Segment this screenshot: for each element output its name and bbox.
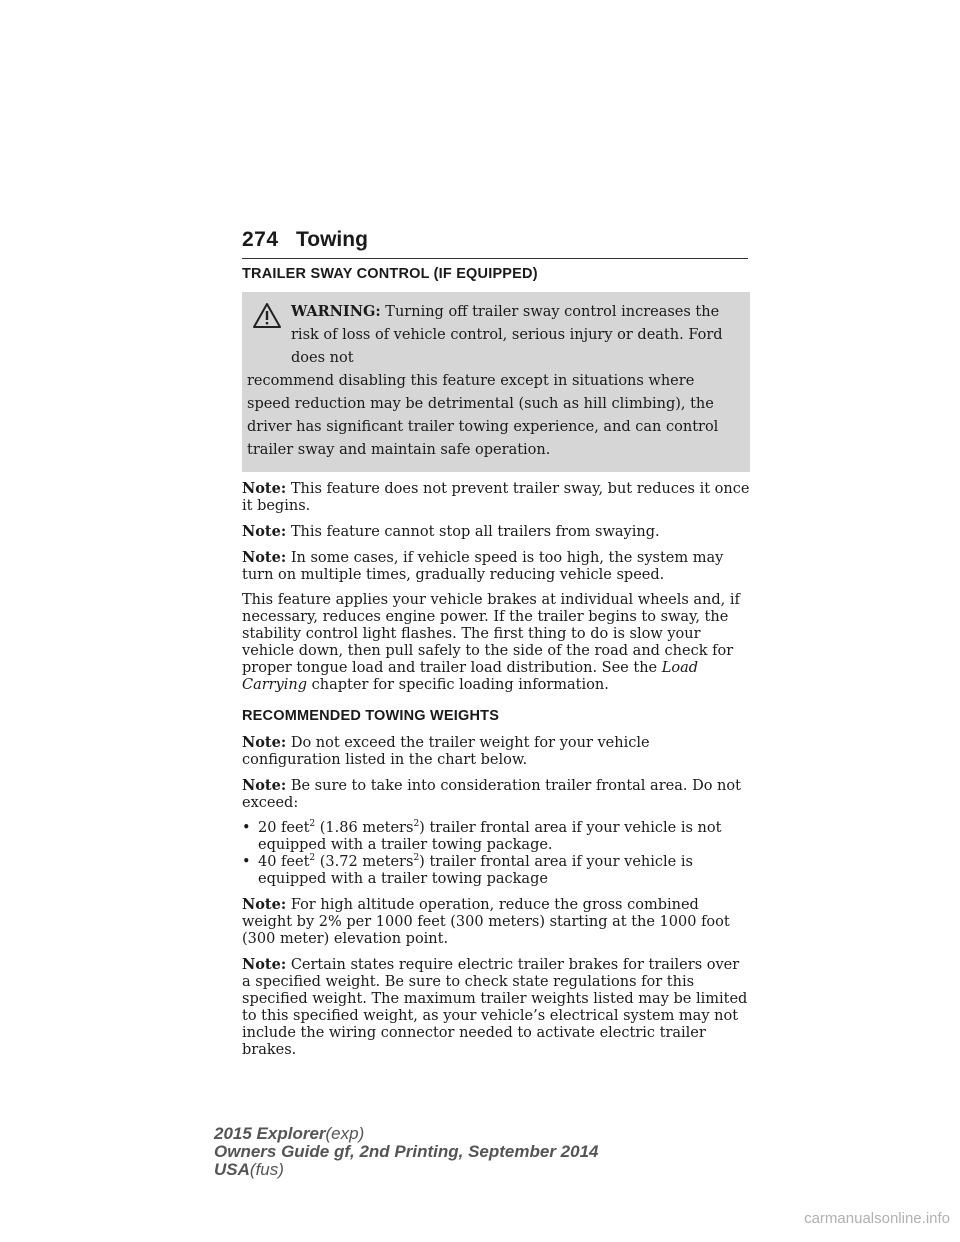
- body-paragraph: [242, 592, 750, 694]
- note-text: In some cases, if vehicle speed is too high, the system may turn on multiple times, gradually reducing vehicle speed.: [242, 550, 724, 583]
- note-text: Certain states require electric trailer brakes for trailers over a specified weight. Be sure to check state regulations for this specified weight. The maximum trailer weights listed may be limited to this specified weight, as your vehicle’s electrical system may not include the wiring connector needed to activate electric trailer brakes.: [242, 957, 748, 1058]
- list-item-text: (1.86 meters: [315, 820, 414, 836]
- bullet: •: [242, 854, 251, 870]
- warning-text-start: Turning off trailer sway control increases the risk of loss of vehicle control, serious injury or death. Ford does not: [291, 304, 723, 366]
- page-content: [242, 266, 750, 1067]
- body-text-end: chapter for specific loading information.: [311, 677, 609, 693]
- list-item: [242, 854, 750, 888]
- section-heading-towing-weights: RECOMMENDED TOWING WEIGHTS: [242, 708, 500, 724]
- note-label: Note:: [242, 956, 287, 973]
- list-item-text: 40 feet: [258, 854, 310, 870]
- note-paragraph: [242, 956, 750, 1059]
- note-label: Note:: [242, 734, 287, 751]
- note-label: Note:: [242, 896, 287, 913]
- bullet: •: [242, 820, 251, 836]
- note-label: Note:: [242, 480, 287, 497]
- page-number: 274: [242, 228, 279, 251]
- body-text: This feature applies your vehicle brakes at individual wheels and, if necessary, reduces engine power. If the trailer begins to sway, the stability control light flashes. The first thing to do is slow your vehicle down, then pull safely to the side of the road and check for proper tongue load and trailer load distribution. See the: [242, 592, 740, 676]
- superscript: 2: [413, 853, 420, 864]
- warning-label: WARNING:: [291, 303, 381, 320]
- footer-line-2: Owners Guide gf, 2nd Printing, September 2014: [214, 1142, 599, 1161]
- note-text: For high altitude operation, reduce the gross combined weight by 2% per 1000 feet (300 meters) starting at the 1000 foot (300 meter) elevation point.: [242, 897, 730, 947]
- list-item-text: ) trailer frontal area if your vehicle is equipped with a trailer towing package: [258, 854, 693, 887]
- section-heading-trailer-sway: TRAILER SWAY CONTROL (IF EQUIPPED): [242, 266, 538, 282]
- note-label: Note:: [242, 523, 287, 540]
- document-footer: [214, 1125, 598, 1179]
- superscript: 2: [309, 819, 316, 830]
- list-item-text: (3.72 meters: [315, 854, 414, 870]
- note-text: Be sure to take into consideration trailer frontal area. Do not exceed:: [242, 778, 741, 811]
- note-text: This feature cannot stop all trailers from swaying.: [290, 524, 660, 540]
- list-item-text: ) trailer frontal area if your vehicle is not equipped with a trailer towing package.: [258, 820, 722, 853]
- warning-box: [242, 292, 750, 472]
- footer-market-code: (fus): [249, 1160, 284, 1179]
- load-carrying-reference: Load Carrying: [242, 660, 699, 693]
- note-paragraph: [242, 523, 750, 541]
- list-item-text: 20 feet: [258, 820, 310, 836]
- note-paragraph: [242, 777, 750, 812]
- note-text: This feature does not prevent trailer sway, but reduces it once it begins.: [242, 481, 750, 514]
- header-rule: [242, 258, 748, 259]
- footer-line-3: [214, 1161, 598, 1179]
- note-text: Do not exceed the trailer weight for your vehicle configuration listed in the chart below.: [242, 735, 650, 768]
- note-label: Note:: [242, 549, 287, 566]
- warning-text-rest: recommend disabling this feature except in situations where speed reduction may be detrimental (such as hill climbing), the driver has significant trailer towing experience, and can control trailer sway and maintain safe operation.: [247, 373, 719, 458]
- note-label: Note:: [242, 777, 287, 794]
- warning-first-lines: [247, 300, 742, 370]
- chapter-title: Towing: [296, 228, 368, 251]
- warning-triangle-icon: [252, 302, 282, 329]
- list-item: [242, 820, 750, 854]
- note-paragraph: [242, 734, 750, 769]
- footer-market: USA: [214, 1160, 250, 1179]
- superscript: 2: [309, 853, 316, 864]
- frontal-area-list: [242, 820, 750, 888]
- watermark: carmanualsonline.info: [804, 1210, 950, 1227]
- footer-model: 2015 Explorer: [214, 1124, 326, 1143]
- superscript: 2: [413, 819, 420, 830]
- footer-line-1: [214, 1125, 598, 1143]
- note-paragraph: [242, 896, 750, 948]
- footer-model-code: (exp): [325, 1124, 365, 1143]
- note-paragraph: [242, 549, 750, 584]
- note-paragraph: [242, 480, 750, 515]
